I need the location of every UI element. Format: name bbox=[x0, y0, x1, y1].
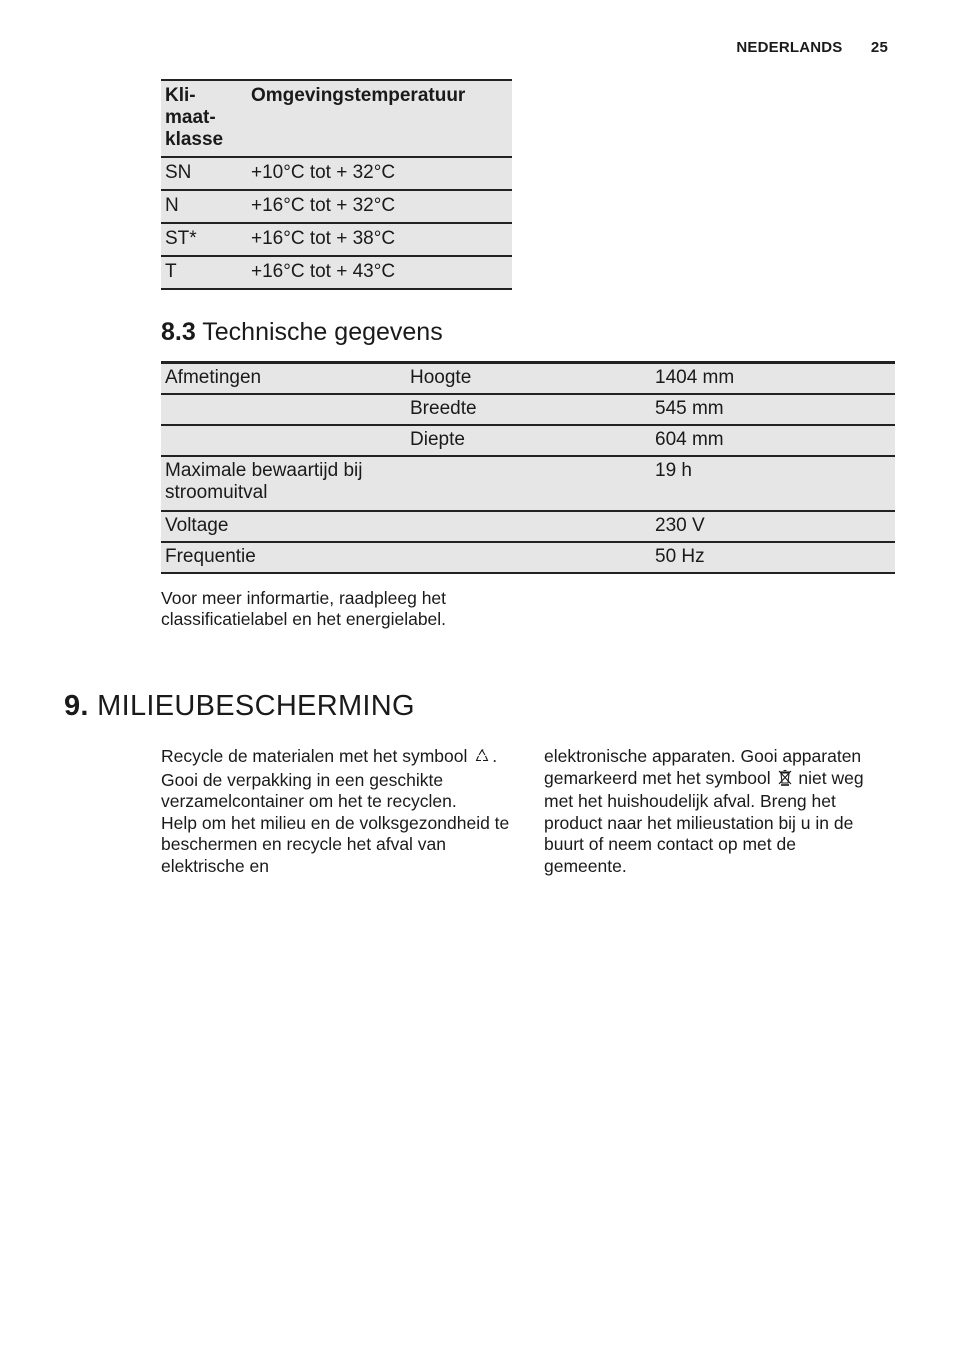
table-row bbox=[161, 511, 895, 542]
table-row bbox=[161, 542, 895, 573]
section-title-technical-data bbox=[161, 318, 443, 347]
temperature-cell: +16°C tot + 43°C bbox=[247, 256, 512, 289]
spec-value-cell: 19 h bbox=[651, 456, 895, 511]
table-row bbox=[161, 425, 895, 456]
spec-sublabel-cell bbox=[406, 511, 651, 542]
page-header bbox=[736, 39, 888, 56]
table-row bbox=[161, 456, 895, 511]
table-row bbox=[161, 190, 512, 223]
climate-class-cell: ST* bbox=[161, 223, 247, 256]
header-ambient-temperature: Omgevingstemperatuur bbox=[247, 80, 512, 157]
spec-label-cell bbox=[161, 425, 406, 456]
paragraph-text: . Gooi de verpakking in een geschikte verzamelcontainer om het te recyclen. bbox=[161, 746, 498, 811]
spec-value-cell: 1404 mm bbox=[651, 363, 895, 395]
environment-text-left-column bbox=[161, 746, 511, 877]
table-row bbox=[161, 363, 895, 395]
paragraph-text: Recycle de materialen met het symbool bbox=[161, 746, 468, 766]
paragraph bbox=[544, 746, 874, 877]
spec-value-cell: 545 mm bbox=[651, 394, 895, 425]
environment-text-right-column bbox=[544, 746, 874, 877]
temperature-cell: +16°C tot + 38°C bbox=[247, 223, 512, 256]
spec-value-cell: 50 Hz bbox=[651, 542, 895, 573]
technical-data-table bbox=[161, 361, 895, 574]
spec-value-cell: 230 V bbox=[651, 511, 895, 542]
paragraph-text: niet weg met het huishoudelijk afval. Breng het product naar het milieustation bij u in de buurt of neem contact op met de gemeente. bbox=[544, 767, 864, 876]
chapter-title bbox=[64, 690, 415, 723]
chapter-title-text: MILIEUBESCHERMING bbox=[97, 690, 415, 722]
spec-sublabel-cell bbox=[406, 456, 651, 511]
header-language: NEDERLANDS bbox=[736, 39, 843, 56]
climate-class-cell: T bbox=[161, 256, 247, 289]
chapter-number: 9. bbox=[64, 690, 89, 722]
table-header-row bbox=[161, 80, 512, 157]
header-climate-class: Kli- maat- klasse bbox=[161, 80, 247, 157]
spec-label-cell: Maximale bewaartijd bij stroomuitval bbox=[161, 456, 406, 511]
spec-label-cell: Voltage bbox=[161, 511, 406, 542]
section-number: 8.3 bbox=[161, 318, 196, 346]
page-number: 25 bbox=[870, 39, 888, 56]
crossed-bin-icon bbox=[778, 769, 792, 792]
spec-label-cell bbox=[161, 394, 406, 425]
spec-sublabel-cell bbox=[406, 542, 651, 573]
table-row bbox=[161, 256, 512, 289]
climate-class-cell: N bbox=[161, 190, 247, 223]
spec-sublabel-cell: Diepte bbox=[406, 425, 651, 456]
section-title-text: Technische gegevens bbox=[202, 318, 443, 346]
spec-sublabel-cell: Breedte bbox=[406, 394, 651, 425]
table-row bbox=[161, 157, 512, 190]
technical-note: Voor meer informartie, raadpleeg het classificatielabel en het energielabel. bbox=[161, 588, 447, 629]
spec-sublabel-cell: Hoogte bbox=[406, 363, 651, 395]
climate-class-cell: SN bbox=[161, 157, 247, 190]
recycle-icon bbox=[474, 748, 490, 770]
spec-label-cell: Afmetingen bbox=[161, 363, 406, 395]
temperature-cell: +10°C tot + 32°C bbox=[247, 157, 512, 190]
table-row bbox=[161, 223, 512, 256]
spec-value-cell: 604 mm bbox=[651, 425, 895, 456]
paragraph bbox=[161, 746, 511, 813]
temperature-cell: +16°C tot + 32°C bbox=[247, 190, 512, 223]
table-row bbox=[161, 394, 895, 425]
paragraph: Help om het milieu en de volksgezondheid te beschermen en recycle het afval van elektrische en bbox=[161, 812, 510, 876]
paragraph-text: elektronische apparaten. Gooi apparaten gemarkeerd met het symbool bbox=[544, 746, 862, 788]
climate-class-table bbox=[161, 79, 512, 290]
spec-label-cell: Frequentie bbox=[161, 542, 406, 573]
